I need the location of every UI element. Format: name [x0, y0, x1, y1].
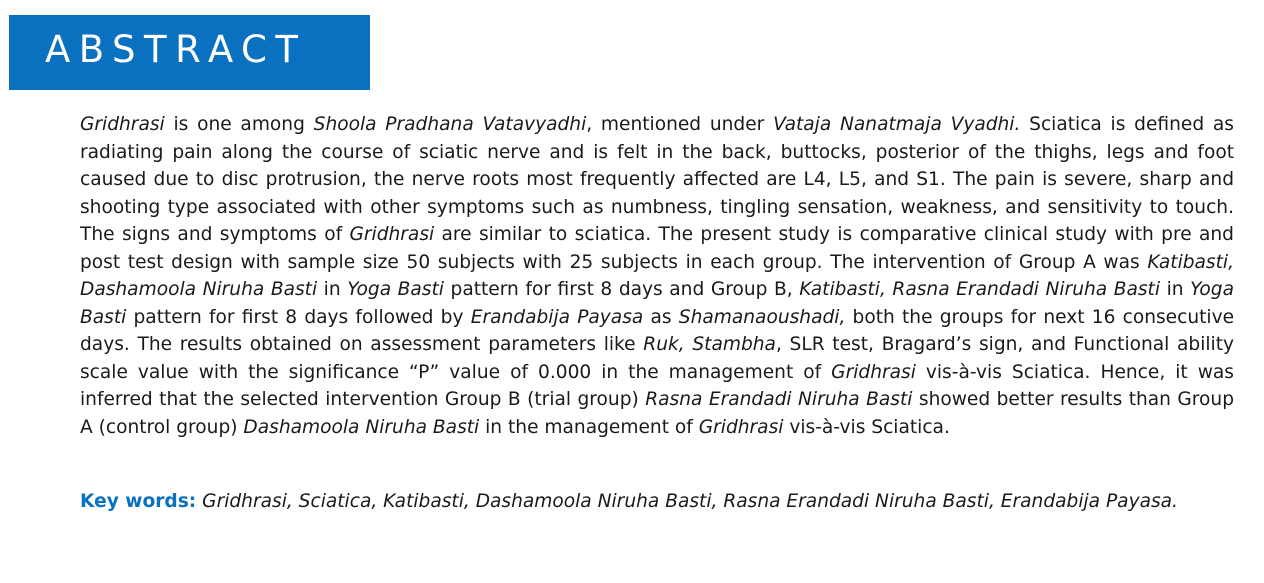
keywords-line: [80, 488, 1240, 516]
abstract-text-run: in: [1160, 279, 1191, 300]
abstract-italic-term: Gridhrasi: [831, 361, 916, 383]
abstract-italic-term: Yoga Basti: [347, 279, 444, 300]
abstract-italic-term: Dashamoola Niruha Basti: [243, 416, 480, 438]
abstract-heading: ABSTRACT: [45, 28, 307, 71]
abstract-italic-term: Vataja Nanatmaja Vyadhi.: [773, 114, 1021, 135]
abstract-text-run: vis-à-vis Sciatica. Hence, it was inferred that the selected intervention Group B (trial group): [80, 361, 1234, 410]
abstract-text-run: Sciatica is defined as radiating pain along the course of sciatic nerve and is felt in the back, buttocks, posterior of the thighs, legs and foot caused due to disc protrusion, the nerve roots most frequently affected are L4, L5, and S1. The pain is severe, sharp and shooting type associated with other symptoms such as numbness, tingling sensation, weakness, and sensitivity to touch. The signs and symptoms of: [80, 114, 1234, 245]
abstract-text-run: are similar to sciatica. The present study is comparative clinical study with pre and post test design with sample size 50 subjects with 25 subjects in each group. The intervention of Group A was: [80, 224, 1234, 273]
abstract-italic-term: Katibasti, Dashamoola Niruha Basti: [80, 251, 1234, 300]
abstract-italic-term: Katibasti, Rasna Erandadi Niruha Basti: [799, 279, 1161, 300]
abstract-text-run: , SLR test, Bragard’s sign, and Functional ability scale value with the significance “P” value of 0.000 in the management of: [80, 334, 1234, 383]
abstract-text-run: in the management of: [479, 416, 699, 438]
abstract-italic-term: Erandabija Payasa: [470, 306, 644, 328]
abstract-text-run: pattern for first 8 days followed by: [126, 306, 471, 328]
abstract-text-run: in: [317, 279, 348, 300]
abstract-text-run: as: [643, 306, 679, 328]
abstract-text-run: both the groups for next 16 consecutive days. The results obtained on assessment parameters like: [80, 306, 1235, 355]
abstract-text-run: is one among: [164, 114, 314, 135]
abstract-italic-term: Yoga Basti: [80, 279, 1234, 328]
abstract-text-run: , mentioned under: [586, 114, 774, 135]
abstract-italic-term: Ruk, Stambha: [643, 334, 776, 355]
abstract-italic-term: Rasna Erandadi Niruha Basti: [645, 389, 913, 410]
abstract-italic-term: Gridhrasi: [349, 224, 435, 245]
abstract-text-run: vis-à-vis Sciatica.: [783, 416, 950, 438]
abstract-text-run: showed better results than Group A (control group): [80, 389, 1235, 438]
abstract-header-banner: [9, 15, 370, 90]
abstract-paragraph: [80, 111, 1234, 441]
keywords-list: Gridhrasi, Sciatica, Katibasti, Dashamoola Niruha Basti, Rasna Erandadi Niruha Basti, Erandabija Payasa.: [202, 491, 1178, 512]
abstract-italic-term: Gridhrasi: [80, 114, 165, 135]
abstract-italic-term: Shoola Pradhana Vatavyadhi: [313, 114, 587, 135]
abstract-text-run: pattern for first 8 days and Group B,: [443, 279, 800, 300]
abstract-italic-term: Gridhrasi: [698, 416, 784, 438]
keywords-label: Key words:: [80, 491, 197, 512]
abstract-italic-term: Shamanaoushadi,: [678, 306, 846, 328]
